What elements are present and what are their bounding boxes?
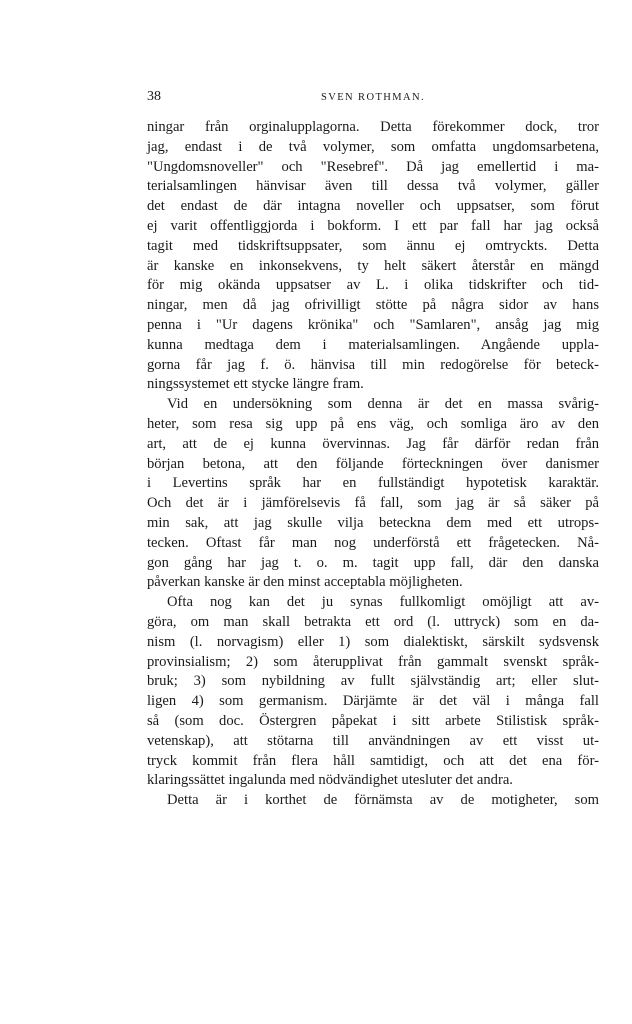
- text-line: nism (l. norvagism) eller 1) som dialektiskt, särskilt sydsvensk: [147, 633, 599, 650]
- page-number: 38: [147, 89, 161, 104]
- text-line: är kanske en inkonsekvens, ty helt säkert återstår en mängd: [147, 257, 599, 274]
- text-line: för mig okända uppsatser av L. i olika tidskrifter och tid-: [147, 277, 599, 294]
- text-line: provinsialism; 2) som återupplivat från gammalt svenskt språk-: [147, 653, 599, 670]
- text-line: gon gång har jag t. o. m. tagit upp fall, där den danska: [147, 554, 599, 571]
- body-text: [147, 118, 599, 811]
- text-line: det endast de där intagna noveller och uppsatser, som förut: [147, 198, 599, 215]
- text-line: ligen 4) som germanism. Därjämte är det väl i många fall: [147, 693, 599, 710]
- text-line: göra, om man skall betrakta ett ord (l. uttryck) som en da-: [147, 613, 599, 630]
- text-line: ej varit offentliggjorda i bokform. I ett par fall har jag också: [147, 217, 599, 234]
- text-line: Och det är i jämförelsevis få fall, som jag är så säker på: [147, 495, 599, 512]
- text-line: art, att de ej kunna övervinnas. Jag får därför redan från: [147, 435, 599, 452]
- text-line: terialsamlingen hänvisar även till dessa två volymer, gäller: [147, 178, 599, 195]
- text-line: Vid en undersökning som denna är det en massa svårig-: [167, 396, 599, 413]
- running-head: SVEN ROTHMAN.: [321, 92, 425, 103]
- text-line: kunna medtaga dem i materialsamlingen. Angående uppla-: [147, 336, 599, 353]
- text-line: tryck kommit från flera håll samtidigt, och att det ena för-: [147, 752, 599, 769]
- text-line: "Ungdomsnoveller" och "Resebref". Då jag emellertid i ma-: [147, 158, 599, 175]
- text-line: jag, endast i de två volymer, som omfatta ungdomsarbetena,: [147, 138, 599, 155]
- text-line: tecken. Oftast får man nog underförstå ett frågetecken. Nå-: [147, 534, 599, 551]
- text-line: ningssystemet ett stycke längre fram.: [147, 376, 364, 393]
- text-line: vetenskap), att stötarna till användningen av ett visst ut-: [147, 732, 599, 749]
- text-line: penna i "Ur dagens krönika" och "Samlaren", ansåg jag mig: [147, 316, 599, 333]
- text-line: klaringssättet ingalunda med nödvändighet utesluter det andra.: [147, 772, 513, 789]
- text-line: min sak, att jag skulle vilja beteckna dem med ett utrops-: [147, 514, 599, 531]
- text-line: början betona, att den följande förteckningen över danismer: [147, 455, 599, 472]
- text-line: heter, som resa sig upp på ens väg, och somliga äro av den: [147, 415, 599, 432]
- text-line: gorna får jag f. ö. hänvisa till min redogörelse för beteck-: [147, 356, 599, 373]
- text-line: Detta är i korthet de förnämsta av de motigheter, som: [167, 792, 599, 809]
- page-header: [147, 88, 599, 106]
- text-line: i Levertins språk har en fullständigt hypotetisk karaktär.: [147, 475, 599, 492]
- text-line: påverkan kanske är den minst acceptabla möjligheten.: [147, 574, 463, 591]
- text-line: Ofta nog kan det ju synas fullkomligt omöjligt att av-: [167, 594, 599, 611]
- text-line: bruk; 3) som nybildning av fullt självständig art; eller slut-: [147, 673, 599, 690]
- text-line: så (som doc. Östergren påpekat i sitt arbete Stilistisk språk-: [147, 712, 599, 729]
- text-line: ningar, men då jag ofrivilligt stötte på några sidor av hans: [147, 297, 599, 314]
- text-line: tagit med tidskriftsuppsater, som ännu ej omtryckts. Detta: [147, 237, 599, 254]
- text-line: ningar från orginalupplagorna. Detta förekommer dock, tror: [147, 119, 599, 135]
